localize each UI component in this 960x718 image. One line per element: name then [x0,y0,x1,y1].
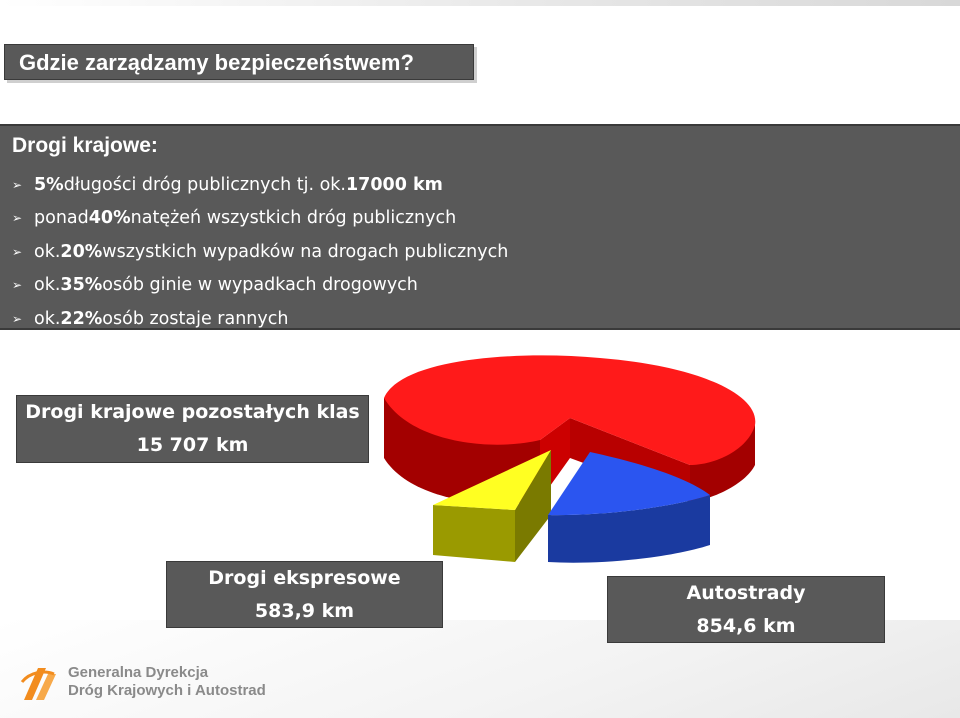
arrow-bullet-icon: ➢ [12,278,23,293]
panel-heading: Drogi krajowe: [12,134,158,157]
list-item: ➢ 5% długości dróg publicznych tj. ok. 17000 km [12,174,443,195]
pie-slice-yellow-side [433,505,515,562]
page-title: Gdzie zarządzamy bezpieczeństwem? [4,44,474,80]
label-other-roads [16,395,369,463]
info-panel [0,124,960,330]
arrow-bullet-icon: ➢ [12,311,23,326]
list-item: ➢ ok. 22% osób zostaje rannych [12,308,289,329]
arrow-bullet-icon: ➢ [12,211,23,226]
bullet-list [12,168,508,336]
label-expressways-title: Drogi ekspresowe [208,567,401,589]
label-other-roads-title: Drogi krajowe pozostałych klas [25,401,360,423]
label-motorways-value: 854,6 km [696,615,796,637]
arrow-bullet-icon: ➢ [12,244,23,259]
list-item: ➢ ok. 35% osób ginie w wypadkach drogowych [12,275,418,296]
label-motorways [607,576,885,643]
logo-text [68,664,266,700]
arrow-bullet-icon: ➢ [12,177,23,192]
label-expressways [166,561,443,628]
label-expressways-value: 583,9 km [254,600,355,622]
list-item: ➢ ponad 40% natężeń wszystkich dróg publicznych [12,208,457,229]
gddkia-logo-icon [20,660,60,704]
logo-line-1: Generalna Dyrekcja [68,664,209,681]
label-motorways-title: Autostrady [686,582,806,604]
list-item: ➢ ok. 20% wszystkich wypadków na drogach publicznych [12,241,509,262]
logo-line-2: Dróg Krajowych i Autostrad [68,682,266,699]
top-rule [0,0,960,6]
pie-chart [370,340,760,570]
label-other-roads-value: 15 707 km [136,434,249,456]
